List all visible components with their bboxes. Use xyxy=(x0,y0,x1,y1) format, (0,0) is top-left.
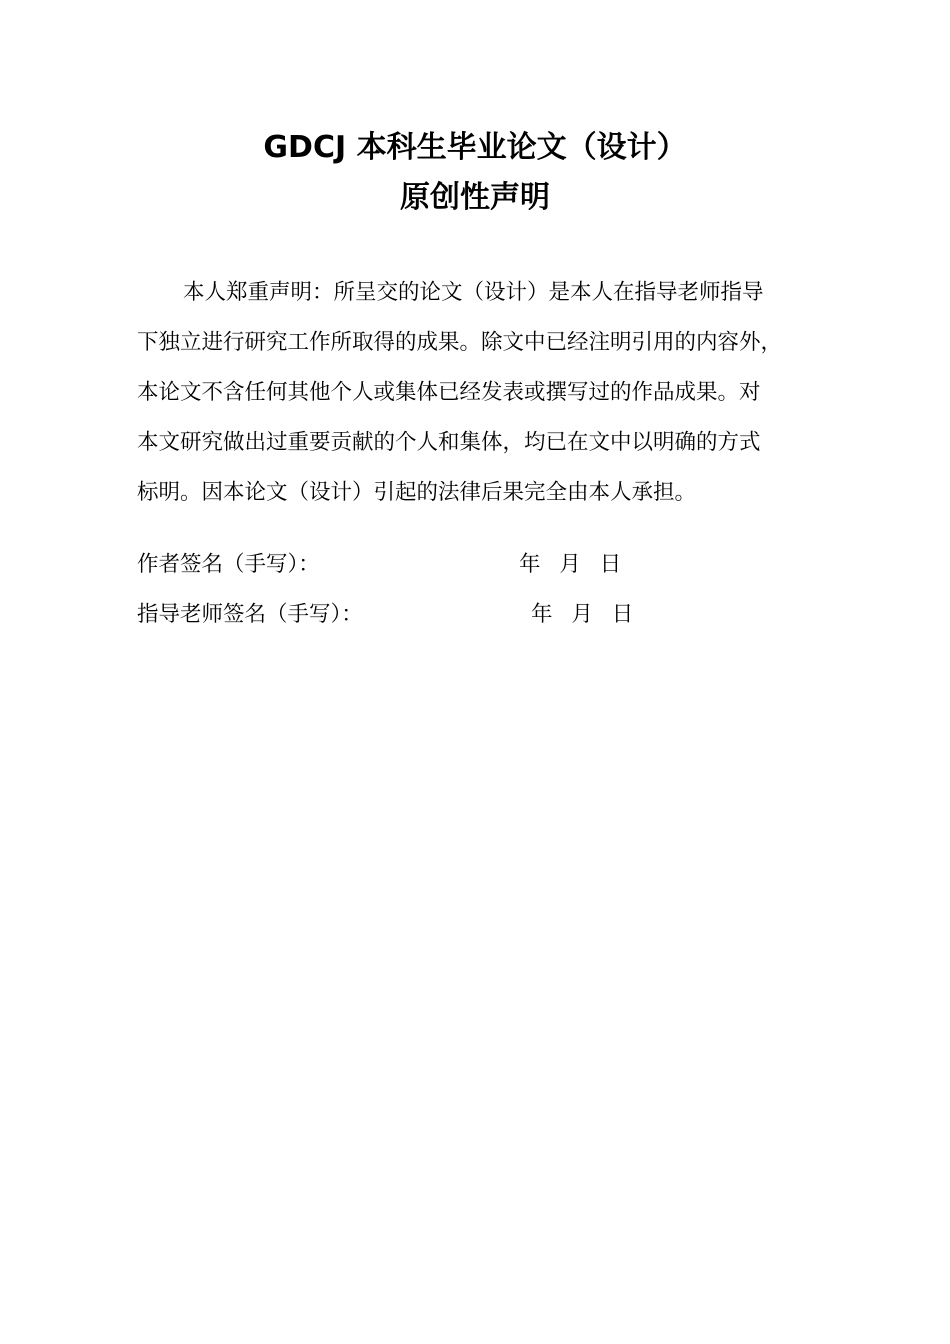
date-month-label: 月 xyxy=(571,602,593,627)
date-day-label: 日 xyxy=(599,552,622,577)
document-subtitle: 原创性声明 xyxy=(400,180,550,215)
date-year-label: 年 xyxy=(531,602,553,627)
date-month-label: 月 xyxy=(559,552,581,577)
date-year-label: 年 xyxy=(519,552,541,577)
declaration-paragraph xyxy=(137,268,837,518)
declaration-line: 本文研究做出过重要贡献的个人和集体，均已在文中以明确的方式 xyxy=(137,430,761,455)
author-signature-row xyxy=(137,550,622,580)
declaration-line: 标明。因本论文（设计）引起的法律后果完全由本人承担。 xyxy=(137,480,697,505)
declaration-line: 本人郑重声明：所呈交的论文（设计）是本人在指导老师指导 xyxy=(183,280,764,305)
advisor-signature-row xyxy=(137,600,634,630)
declaration-line: 下独立进行研究工作所取得的成果。除文中已经注明引用的内容外， xyxy=(137,330,783,355)
author-date-field xyxy=(519,550,633,580)
declaration-line: 本论文不含任何其他个人或集体已经发表或撰写过的作品成果。对 xyxy=(137,380,761,405)
author-signature-label: 作者签名（手写）： xyxy=(137,552,320,577)
advisor-date-field xyxy=(531,600,645,630)
advisor-signature-label: 指导老师签名（手写）： xyxy=(137,602,363,627)
document-title: GDCJ 本科生毕业论文（设计） xyxy=(263,130,687,165)
date-day-label: 日 xyxy=(611,602,634,627)
